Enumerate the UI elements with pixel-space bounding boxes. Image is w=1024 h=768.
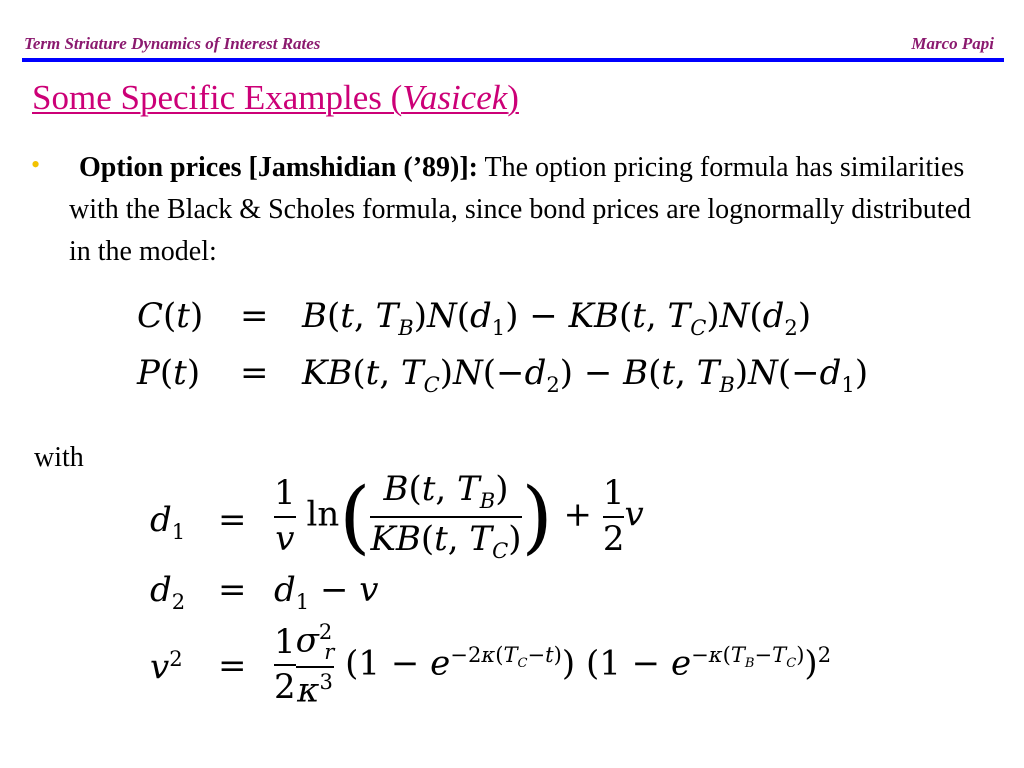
header-author: Marco Papi — [911, 34, 994, 53]
bullet-heading: Option prices [Jamshidian (’89)]: — [79, 152, 478, 183]
slide-title — [32, 78, 519, 118]
slide-title-suffix: ) — [507, 78, 519, 117]
slide-title-prefix: Some Specific Examples ( — [32, 78, 403, 117]
bullet-paragraph — [69, 147, 999, 273]
header-title: Term Striature Dynamics of Interest Rates — [24, 34, 321, 53]
bullet-icon: • — [31, 150, 41, 179]
slide-title-emphasis: Vasicek — [402, 78, 508, 117]
bullet-body: The option pricing formula has similarities with the Black & Scholes formula, since bond prices are lognormally distributed in the model: — [69, 152, 972, 267]
header-divider — [22, 58, 1004, 62]
with-label: with — [34, 442, 84, 473]
